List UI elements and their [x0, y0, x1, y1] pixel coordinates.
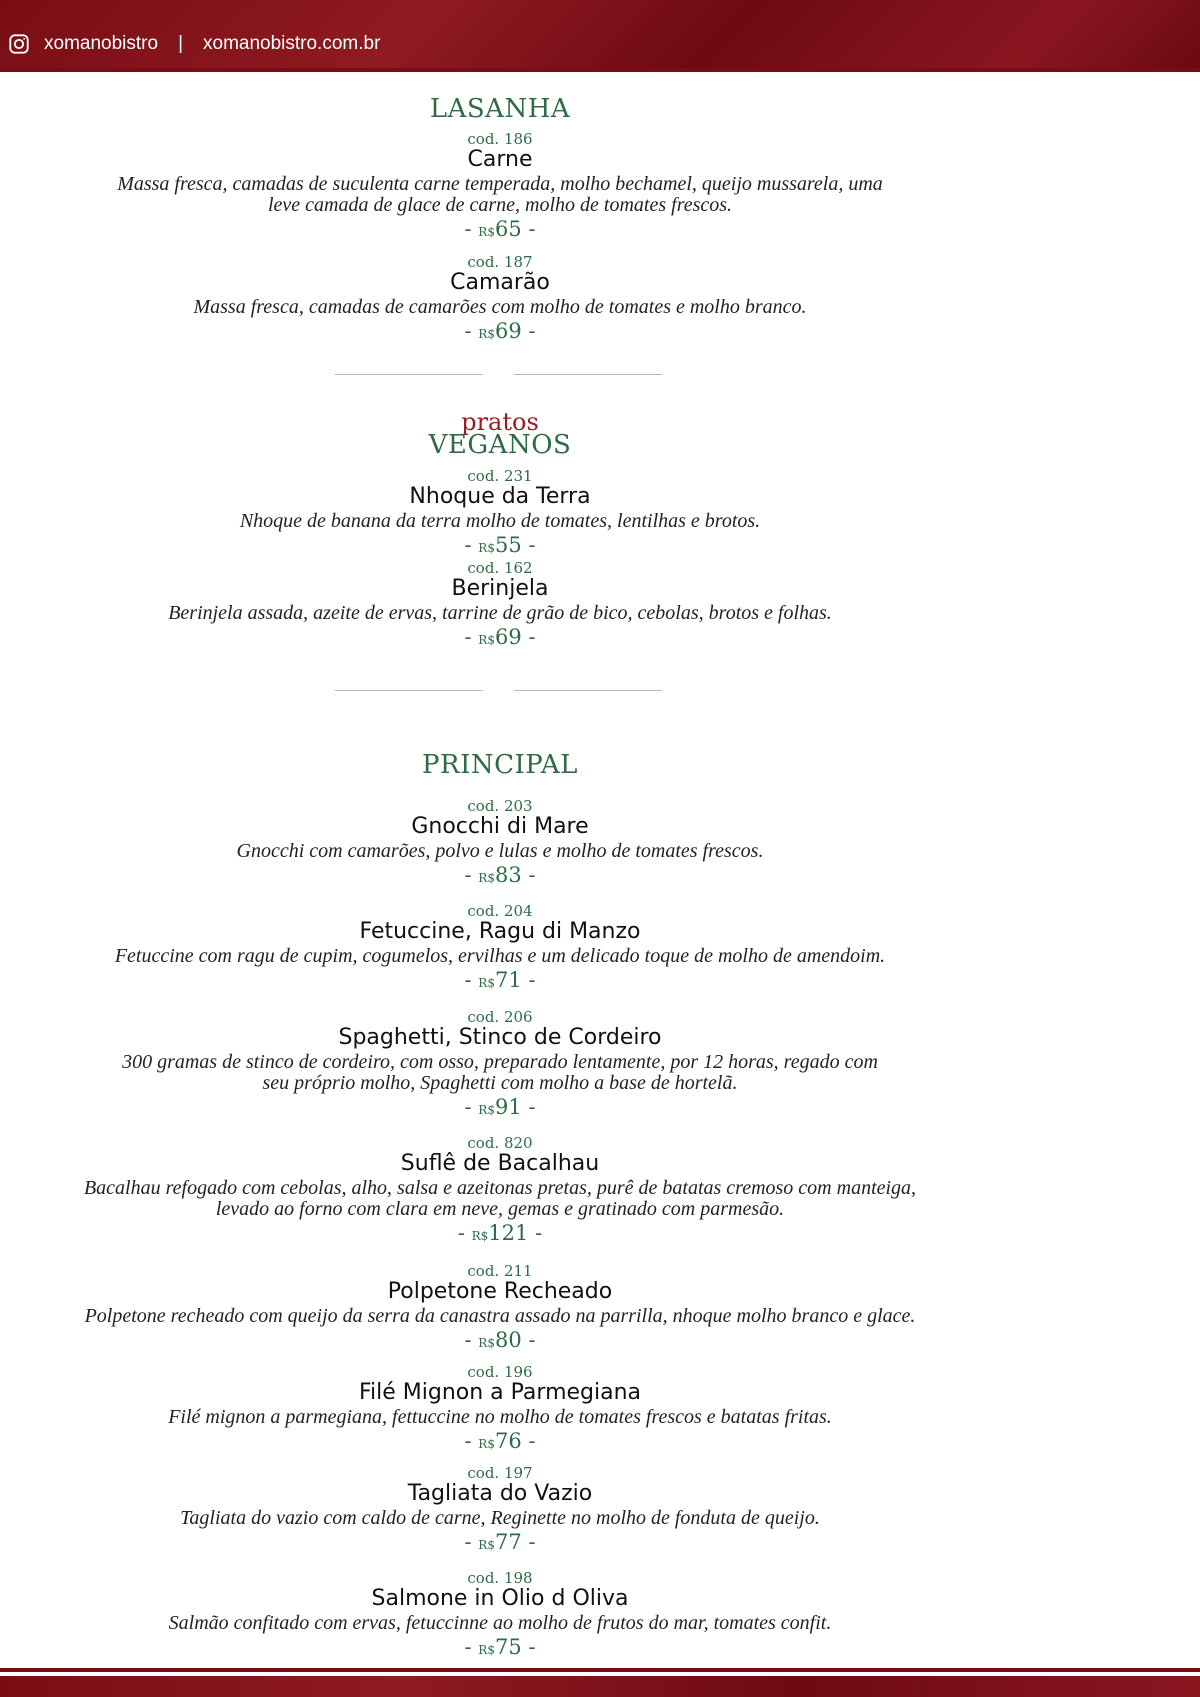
header-contact	[8, 30, 380, 58]
item-code: cod. 211	[467, 1262, 533, 1280]
price-value: 65	[494, 217, 522, 241]
currency-label: R$	[478, 1336, 495, 1350]
divider-left	[335, 374, 483, 375]
currency-label: R$	[471, 1229, 489, 1243]
menu-item	[0, 560, 1000, 653]
section-title-veganos: VEGANOS	[428, 430, 572, 460]
divider-right	[514, 374, 662, 375]
item-price: - R$80 -	[464, 1328, 536, 1352]
item-price: - R$91 -	[464, 1095, 536, 1119]
menu-item	[0, 903, 1000, 996]
currency-label: R$	[478, 633, 495, 647]
header-rule	[0, 68, 1200, 72]
instagram-icon[interactable]	[8, 33, 30, 55]
item-description: Gnocchi com camarões, polvo e lulas e molho de tomates frescos.	[236, 840, 764, 862]
divider-left	[335, 690, 483, 691]
footer-rule	[0, 1668, 1200, 1672]
currency-label: R$	[478, 1103, 495, 1117]
menu-item	[0, 1009, 1000, 1123]
item-price: - R$121 -	[457, 1221, 543, 1245]
item-price: - R$71 -	[464, 968, 536, 992]
price-value: 77	[494, 1530, 522, 1554]
item-price: - R$83 -	[464, 863, 536, 887]
item-code: cod. 196	[467, 1363, 533, 1381]
section-pretitle-pratos: pratos	[461, 408, 539, 436]
item-description: Tagliata do vazio com caldo de carne, Reginette no molho de fonduta de queijo.	[180, 1507, 820, 1529]
item-description: Nhoque de banana da terra molho de tomates, lentilhas e brotos.	[239, 510, 761, 532]
currency-label: R$	[478, 871, 495, 885]
item-code: cod. 186	[467, 130, 533, 148]
item-code: cod. 197	[467, 1464, 533, 1482]
header-separator: |	[178, 33, 183, 54]
website-link[interactable]: xomanobistro.com.br	[203, 33, 381, 54]
price-value: 75	[494, 1635, 522, 1659]
section-title-principal: PRINCIPAL	[422, 750, 578, 780]
price-value: 71	[494, 968, 522, 992]
item-price: - R$65 -	[464, 217, 536, 241]
menu-item	[0, 1364, 1000, 1457]
item-price: - R$76 -	[464, 1429, 536, 1453]
footer-banner	[0, 1676, 1200, 1697]
item-name: Suflê de Bacalhau	[400, 1151, 600, 1176]
item-description: Berinjela assada, azeite de ervas, tarrine de grão de bico, cebolas, brotos e folhas.	[168, 602, 832, 624]
currency-label: R$	[478, 1538, 495, 1552]
menu-item	[0, 254, 1000, 347]
item-name: Filé Mignon a Parmegiana	[358, 1380, 642, 1405]
item-name: Gnocchi di Mare	[411, 814, 589, 839]
item-name: Fetuccine, Ragu di Manzo	[359, 919, 641, 944]
item-description: Massa fresca, camadas de suculenta carne temperada, molho bechamel, queijo mussarela, uma leve camada de glace de carne, molho de tomates frescos.	[117, 173, 883, 216]
item-description: 300 gramas de stinco de cordeiro, com osso, preparado lentamente, por 12 horas, regado com seu próprio molho, Spaghetti com molho a base de hortelã.	[122, 1051, 878, 1094]
item-name: Polpetone Recheado	[387, 1279, 613, 1304]
currency-label: R$	[478, 541, 495, 555]
header-banner	[0, 0, 1200, 68]
currency-label: R$	[478, 1643, 495, 1657]
item-name: Nhoque da Terra	[409, 484, 591, 509]
item-description: Polpetone recheado com queijo da serra da canastra assado na parrilla, nhoque molho branco e glace.	[84, 1305, 916, 1327]
price-value: 80	[494, 1328, 522, 1352]
item-description: Fetuccine com ragu de cupim, cogumelos, ervilhas e um delicado toque de molho de amendoim.	[114, 945, 886, 967]
price-value: 55	[494, 533, 522, 557]
menu-item	[0, 1135, 1000, 1249]
menu-item	[0, 1570, 1000, 1663]
item-code: cod. 187	[467, 253, 533, 271]
menu-item	[0, 1263, 1000, 1356]
item-description: Filé mignon a parmegiana, fettuccine no molho de tomates frescos e batatas fritas.	[168, 1406, 832, 1428]
item-price: - R$69 -	[464, 625, 536, 649]
instagram-handle[interactable]: xomanobistro	[44, 33, 159, 54]
item-code: cod. 820	[467, 1134, 533, 1152]
price-value: 69	[494, 319, 522, 343]
item-code: cod. 204	[467, 902, 533, 920]
price-value: 76	[494, 1429, 522, 1453]
section-title-lasanha: LASANHA	[429, 94, 571, 124]
item-code: cod. 198	[467, 1569, 533, 1587]
currency-label: R$	[478, 327, 495, 341]
price-value: 83	[494, 863, 522, 887]
item-code: cod. 203	[467, 797, 533, 815]
item-name: Camarão	[450, 270, 550, 295]
menu-item	[0, 1465, 1000, 1558]
item-price: - R$69 -	[464, 319, 536, 343]
item-price: - R$55 -	[464, 533, 536, 557]
price-value: 121	[488, 1221, 529, 1245]
menu-item	[0, 468, 1000, 561]
item-description: Salmão confitado com ervas, fetuccinne ao molho de frutos do mar, tomates confit.	[168, 1612, 832, 1634]
menu-item	[0, 131, 1000, 245]
currency-label: R$	[478, 225, 495, 239]
price-value: 69	[494, 625, 522, 649]
item-name: Berinjela	[451, 576, 549, 601]
item-code: cod. 231	[467, 467, 533, 485]
divider-right	[514, 690, 662, 691]
menu-item	[0, 798, 1000, 891]
item-description: Massa fresca, camadas de camarões com molho de tomates e molho branco.	[193, 296, 807, 318]
price-value: 91	[494, 1095, 522, 1119]
item-name: Tagliata do Vazio	[407, 1481, 593, 1506]
item-code: cod. 162	[467, 559, 533, 577]
item-name: Spaghetti, Stinco de Cordeiro	[338, 1025, 662, 1050]
item-price: - R$75 -	[464, 1635, 536, 1659]
currency-label: R$	[478, 976, 495, 990]
item-name: Carne	[467, 147, 533, 172]
item-description: Bacalhau refogado com cebolas, alho, salsa e azeitonas pretas, purê de batatas cremoso com manteiga, levado ao forno com clara em neve, gemas e gratinado com parmesão.	[83, 1177, 917, 1220]
item-name: Salmone in Olio d Oliva	[371, 1586, 629, 1611]
currency-label: R$	[478, 1437, 495, 1451]
item-code: cod. 206	[467, 1008, 533, 1026]
item-price: - R$77 -	[464, 1530, 536, 1554]
